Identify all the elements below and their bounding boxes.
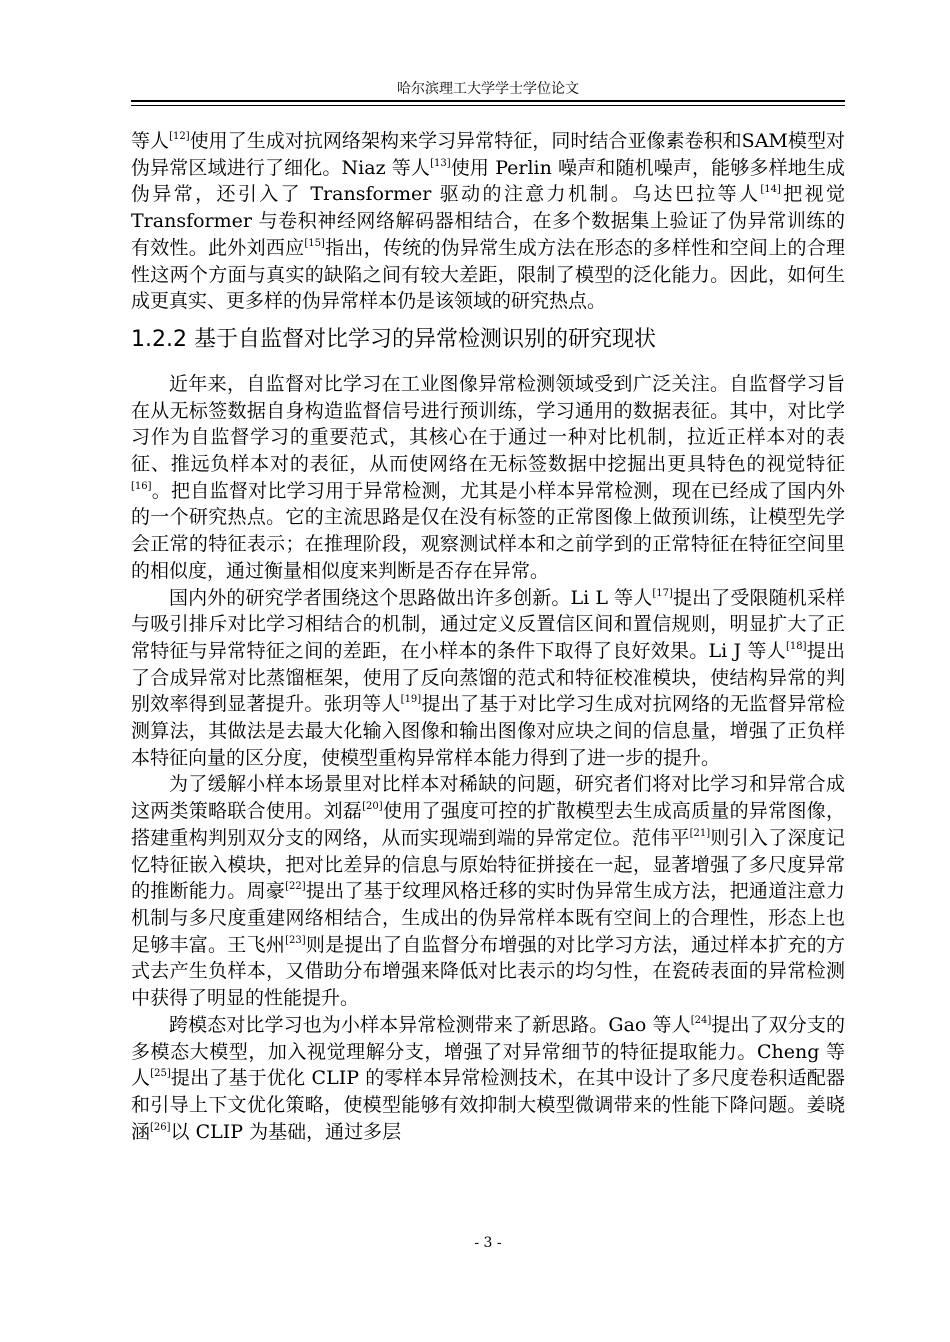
text-run: 等人 <box>131 130 170 152</box>
paragraph-pseudo-anomaly <box>131 128 845 315</box>
text-run: 则是提出了自监督分布增强的对比学习方法，通过样本扩充的方式去产生负样本，又借助分布增强来降低对比表示的均匀性，在瓷砖表面的异常检测中获得了明显的性能提升。 <box>131 933 845 1010</box>
citation-ref: [17] <box>652 587 673 599</box>
paragraph-few-shot-synthesis <box>131 771 845 1011</box>
citation-ref: [24] <box>690 1014 712 1026</box>
citation-ref: [23] <box>285 934 306 946</box>
text-run: 提出了合成异常对比蒸馏框架，使用了反向蒸馏的范式和特征校准模块，使结构异常的判别效率得到显著提升。张玥等人 <box>131 639 845 716</box>
citation-ref: [25] <box>150 1068 171 1080</box>
text-run: 则引入了深度记忆特征嵌入模块，把对比差异的信息与原始特征拼接在一起，显著增强了多尺度异常的推断能力。周豪 <box>131 826 845 903</box>
citation-ref: [14] <box>760 184 781 196</box>
page-body <box>131 128 845 1145</box>
text-run: 近年来，自监督对比学习在工业图像异常检测领域受到广泛关注。自监督学习旨在从无标签数据自身构造监督信号进行预训练，学习通用的数据表征。其中，对比学习作为自监督学习的重要范式，其核心在于通过一种对比机制，拉近正样本对的表征、推远负样本对的表征，从而使网络在无标签数据中挖掘出更具特色的视觉特征 <box>131 372 845 476</box>
citation-ref: [13] <box>430 157 451 169</box>
section-heading: 1.2.2 基于自监督对比学习的异常检测识别的研究现状 <box>131 326 656 352</box>
paragraph-self-supervised-intro <box>131 371 845 585</box>
text-run: 提出了基于纹理风格迁移的实时伪异常生成方法，把通道注意力机制与多尺度重建网络相结合，生成出的伪异常样本既有空间上的合理性，形态上也足够丰富。王飞州 <box>131 880 845 956</box>
header-rule-thick <box>131 100 845 102</box>
text-run: 国内外的研究学者围绕这个思路做出许多创新。Li L 等人 <box>169 586 653 609</box>
citation-ref: [16] <box>131 480 152 492</box>
citation-ref: [18] <box>785 640 807 652</box>
page-number: - 3 - <box>474 1235 502 1251</box>
text-run: 提出了基于对比学习生成对抗网络的无监督异常检测算法，其做法是去最大化输入图像和输出图像对应块之间的信息量，增强了正负样本特征向量的区分度，使模型重构异常样本能力得到了进一步的提升。 <box>131 693 845 769</box>
text-run: 使用了生成对抗网络架构来学习异常特征，同时结合亚像素卷积和SAM模型对伪异常区域进行了细化。Niaz 等人 <box>131 130 845 179</box>
text-run: 为了缓解小样本场景里对比样本对稀缺的问题，研究者们将对比学习和异常合成这两类策略联合使用。刘磊 <box>131 773 845 823</box>
citation-ref: [22] <box>285 881 306 893</box>
running-header: 哈尔滨理工大学学士学位论文 <box>397 81 579 97</box>
text-run: 提出了受限随机采样与吸引排斥对比学习相结合的机制，通过定义反置信区间和置信规则，明显扩大了正常特征与异常特征之间的差距，在小样本的条件下取得了良好效果。Li J 等人 <box>131 586 845 662</box>
text-run: 指出，传统的伪异常生成方法在形态的多样性和空间上的合理性这两个方面与真实的缺陷之间有较大差距，限制了模型的泛化能力。因此，如何生成更真实、更多样的伪异常样本仍是该领域的研究热点。 <box>131 236 845 313</box>
paragraph-cross-modal <box>131 1012 845 1146</box>
text-run: 。把自监督对比学习用于异常检测，尤其是小样本异常检测，现在已经成了国内外的一个研究热点。它的主流思路是仅在没有标签的正常图像上做预训练，让模型先学会正常的特征表示；在推理阶段，观察测试样本和之前学到的正常特征在特征空间里的相似度，通过衡量相似度来判断是否存在异常。 <box>131 479 845 582</box>
text-run: 使用 Perlin 噪声和随机噪声，能够多样地生成伪异常，还引入了 Transformer 驱动的注意力机制。乌达巴拉等人 <box>131 156 845 206</box>
citation-ref: [26] <box>150 1121 171 1133</box>
citation-ref: [19] <box>400 694 422 706</box>
text-run: 跨模态对比学习也为小样本异常检测带来了新思路。Gao 等人 <box>169 1013 691 1036</box>
citation-ref: [12] <box>169 131 190 142</box>
text-run: 以 CLIP 为基础，通过多层 <box>170 1120 402 1143</box>
citation-ref: [20] <box>362 801 383 813</box>
text-run: 提出了基于优化 CLIP 的零样本异常检测技术，在其中设计了多尺度卷积适配器和引导上下文优化策略，使模型能够有效抑制大模型微调带来的性能下降问题。姜晓涵 <box>131 1067 845 1143</box>
citation-ref: [21] <box>689 827 711 839</box>
text-run: 提出了双分支的多模态大模型，加入视觉理解分支，增强了对异常细节的特征提取能力。Cheng 等人 <box>131 1013 845 1090</box>
citation-ref: [15] <box>304 237 325 249</box>
header-rule-thin <box>131 105 845 106</box>
paragraph-innovations <box>131 585 845 772</box>
text-run: 使用了强度可控的扩散模型去生成高质量的异常图像，搭建重构判别双分支的网络，从而实现端到端的异常定位。范伟平 <box>131 800 845 849</box>
text-run: 把视觉 Transformer 与卷积神经网络解码器相结合，在多个数据集上验证了伪异常训练的有效性。此外刘西应 <box>131 183 845 259</box>
